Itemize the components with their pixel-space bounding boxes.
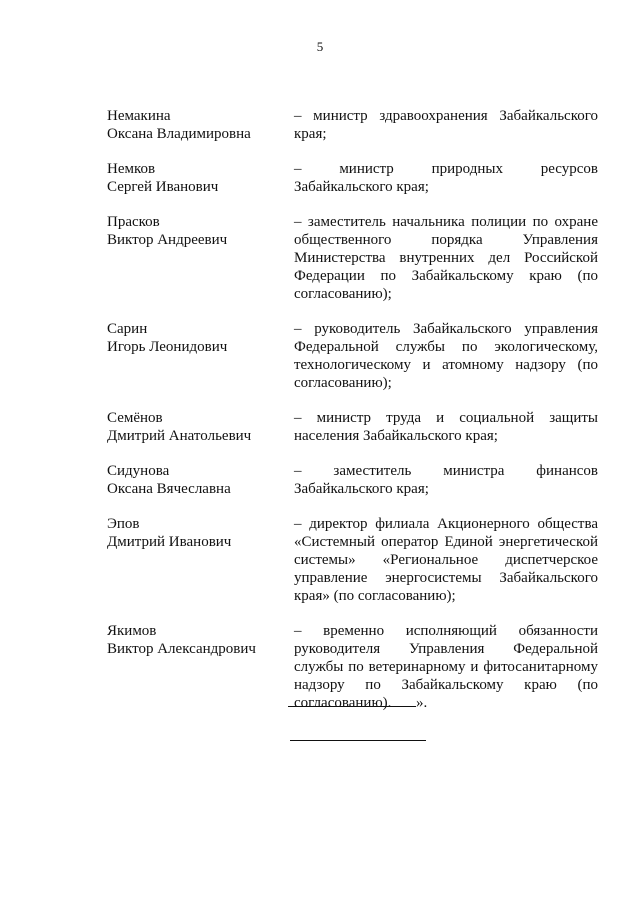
member-surname: Якимов [107,623,157,639]
member-name [107,515,294,605]
member-surname: Семёнов [107,410,163,426]
member-role: – министр здравоохранения Забайкальского края; [294,108,598,142]
member-name [107,409,294,445]
closing-quote-line [288,693,427,712]
member-given-names: Дмитрий Иванович [107,534,232,550]
member-name [107,107,294,143]
member-given-names: Виктор Александрович [107,641,256,657]
member-surname: Немакина [107,108,171,124]
member-name [107,622,294,712]
member-surname: Сарин [107,321,148,337]
member-surname: Прасков [107,214,160,230]
member-name [107,213,294,303]
member-given-names: Сергей Иванович [107,179,219,195]
member-surname: Сидунова [107,463,170,479]
closing-underline [288,693,416,707]
member-given-names: Игорь Леонидович [107,339,228,355]
committee-member-list [107,107,598,729]
end-separator-line [290,740,426,741]
member-role: – руководитель Забайкальского управления Федеральной службы по экологическому, технологическому и атомному надзору (по согласованию); [294,321,598,391]
member-surname: Немков [107,161,156,177]
closing-quote-mark: ». [416,695,428,711]
member-entry [107,515,598,605]
member-given-names: Виктор Андреевич [107,232,228,248]
member-given-names: Дмитрий Анатольевич [107,428,252,444]
member-role: – директор филиала Акционерного общества «Системный оператор Единой энергетической системы» «Региональное диспетчерское управление энергосистемы Забайкальского края» (по согласованию); [294,516,598,604]
member-name [107,320,294,392]
member-entry [107,462,598,498]
member-entry [107,160,598,196]
member-role: – заместитель начальника полиции по охране общественного порядка Управления Министерства внутренних дел Российской Федерации по Забайкальскому краю (по согласованию); [294,214,598,302]
member-role: – заместитель министра финансов Забайкальского края; [294,463,598,497]
member-surname: Эпов [107,516,140,532]
page-number: 5 [316,39,324,54]
member-entry [107,213,598,303]
member-name [107,462,294,498]
member-given-names: Оксана Владимировна [107,126,251,142]
member-role: – министр труда и социальной защиты населения Забайкальского края; [294,410,598,444]
member-entry [107,409,598,445]
member-role: – временно исполняющий обязанности руководителя Управления Федеральной службы по ветеринарному и фитосанитарному надзору по Забайкальскому краю (по согласованию). [294,623,598,711]
member-role: – министр природных ресурсов Забайкальского края; [294,161,598,195]
member-entry [107,320,598,392]
member-entry [107,107,598,143]
member-name [107,160,294,196]
member-given-names: Оксана Вячеславна [107,481,231,497]
